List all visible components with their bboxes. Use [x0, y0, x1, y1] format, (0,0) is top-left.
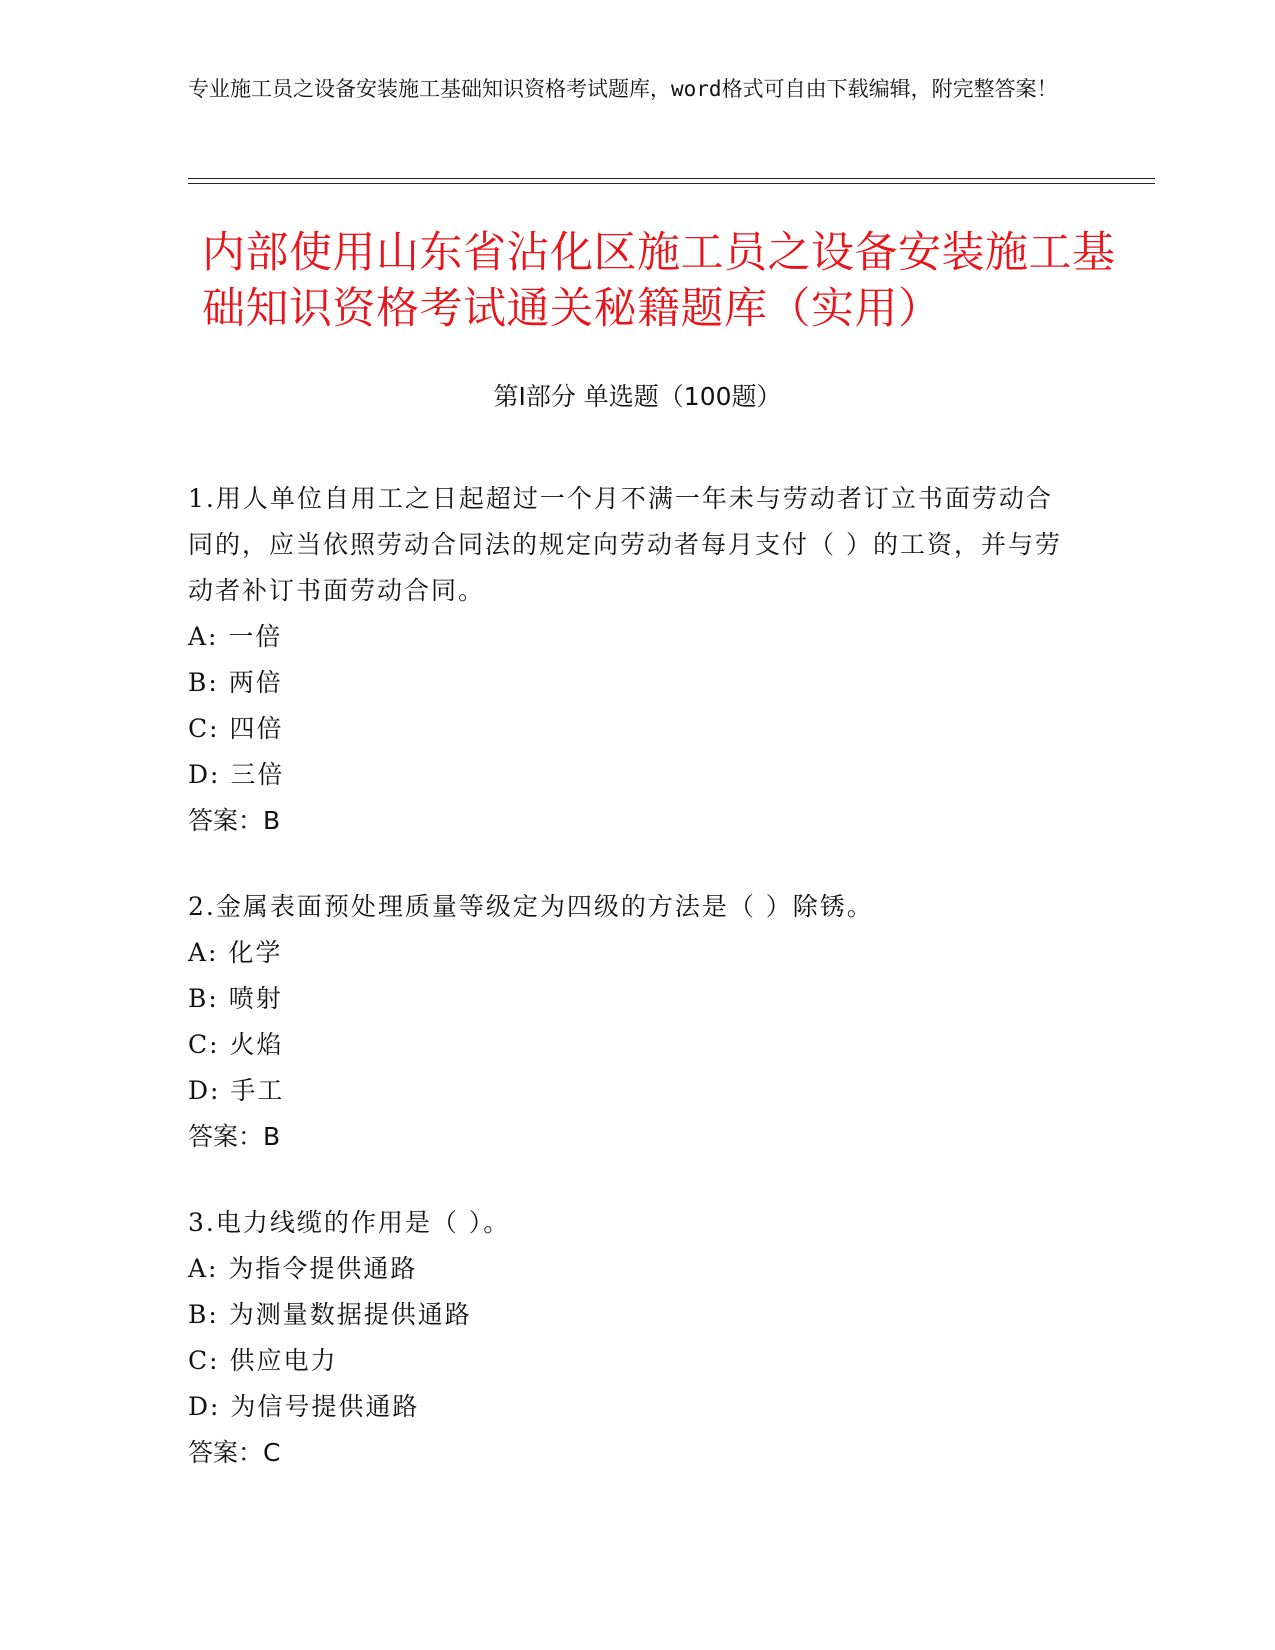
- option-c: C: 供应电力: [188, 1346, 338, 1375]
- question-3: [188, 1200, 1068, 1476]
- section-heading: 第Ⅰ部分 单选题（100题）: [493, 382, 782, 411]
- answer: 答案：C: [188, 1438, 281, 1467]
- option-a: A: 为指令提供通路: [188, 1254, 418, 1283]
- question-2: [188, 884, 1068, 1160]
- option-b: B: 喷射: [188, 984, 283, 1013]
- document-title: 内部使用山东省沾化区施工员之设备安装施工基础知识资格考试通关秘籍题库（实用）: [202, 228, 1116, 334]
- question-stem: 2.金属表面预处理质量等级定为四级的方法是（ ）除锈。: [188, 892, 874, 921]
- option-c: C: 火焰: [188, 1030, 284, 1059]
- option-b: B: 为测量数据提供通路: [188, 1300, 472, 1329]
- question-1: [188, 476, 1068, 844]
- intro-text: 专业施工员之设备安装施工基础知识资格考试题库，word格式可自由下载编辑，附完整答案！: [188, 77, 1058, 101]
- answer: 答案：B: [188, 806, 281, 835]
- option-d: D: 手工: [188, 1076, 285, 1105]
- option-b: B: 两倍: [188, 668, 283, 697]
- header-divider-top: [188, 178, 1155, 179]
- answer: 答案：B: [188, 1122, 281, 1151]
- option-d: D: 为信号提供通路: [188, 1392, 420, 1421]
- header-divider-bottom: [188, 183, 1155, 184]
- option-d: D: 三倍: [188, 760, 285, 789]
- option-c: C: 四倍: [188, 714, 284, 743]
- question-stem: 3.电力线缆的作用是（ ）。: [188, 1208, 511, 1237]
- option-a: A: 一倍: [188, 622, 283, 651]
- option-a: A: 化学: [188, 938, 283, 967]
- question-stem: 1.用人单位自用工之日起超过一个月不满一年未与劳动者订立书面劳动合同的，应当依照劳动合同法的规定向劳动者每月支付（ ）的工资，并与劳动者补订书面劳动合同。: [188, 484, 1062, 605]
- question-list: [188, 476, 1068, 1516]
